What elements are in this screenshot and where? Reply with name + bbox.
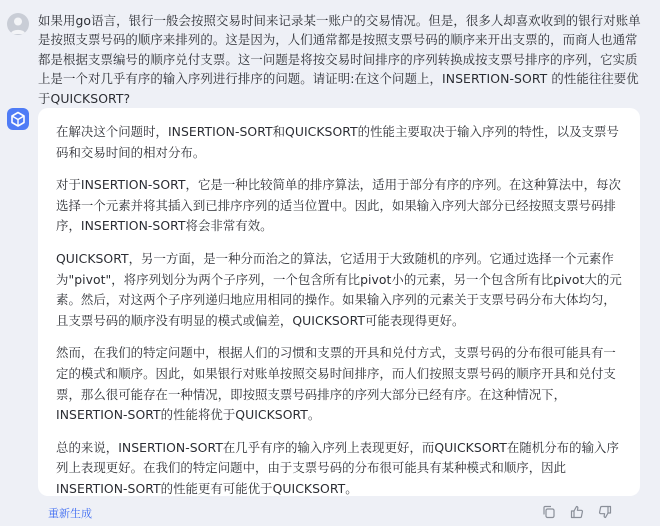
regenerate-button[interactable]: 重新生成 [48, 507, 92, 520]
answer-actions [540, 504, 614, 520]
user-avatar-icon [7, 13, 29, 35]
answer-paragraph: 总的来说，INSERTION-SORT在几乎有序的输入序列上表现更好，而QUICKSORT在随机分布的输入序列上表现更好。在我们的特定问题中，由于支票号码的分布很可能具有某种模式和顺序，因此INSERTION-SORT的性能更有可能优于QUICKSORT。 [56, 439, 619, 496]
thumbs-up-icon[interactable] [568, 504, 586, 520]
answer-card [38, 108, 640, 496]
user-message [0, 0, 660, 106]
answer-paragraph: 然而，在我们的特定问题中，根据人们的习惯和支票的开具和兑付方式，支票号码的分布很可能具有一定的模式和顺序。因此，如果银行对账单按照交易时间排序，而人们按照支票号码的顺序开具和兑付支票，那么很可能存在一种情况，即按照支票号码排序的序列大部分已经有序。在这种情况下，INSERTION-SORT的性能将优于QUICKSORT。 [56, 345, 616, 423]
bot-cube-icon [7, 108, 29, 130]
answer-paragraph: 对于INSERTION-SORT，它是一种比较简单的排序算法，适用于部分有序的序列。在这种算法中，每次选择一个元素并将其插入到已排序序列的适当位置中。因此，如果输入序列大部分已经按照支票号码排序，INSERTION-SORT将会非常有效。 [56, 177, 621, 234]
answer-paragraph: QUICKSORT，另一方面，是一种分而治之的算法，它适用于大致随机的序列。它通过选择一个元素作为"pivot"，将序列划分为两个子序列，一个包含所有比pivot小的元素，另一个包含所有比pivot大的元素。然后，对这两个子序列递归地应用相同的操作。如果输入序列的元素关于支票号码分布大体均匀，且支票号码的顺序没有明显的模式或偏差，QUICKSORT可能表现得更好。 [56, 250, 622, 328]
copy-icon[interactable] [540, 504, 558, 520]
answer-footer [0, 496, 660, 526]
thumbs-down-icon[interactable] [596, 504, 614, 520]
user-question-text: 如果用go语言，银行一般会按照交易时间来记录某一账户的交易情况。但是，很多人却喜欢收到的银行对账单是按照支票号码的顺序来排列的。这是因为，人们通常都是按照支票号码的顺序来开出支票的，而商人也通常都是根据支票编号的顺序兑付支票。这一问题是将按交易时间排序的序列转换成按支票号排序的序列，它实质上是一个对几乎有序的输入序列进行排序的问题。请证明:在这个问题上，INSERTION-SORT 的性能往往要优于QUICKSORT? [38, 13, 641, 106]
answer-paragraph: 在解决这个问题时，INSERTION-SORT和QUICKSORT的性能主要取决于输入序列的特性，以及支票号码和交易时间的相对分布。 [56, 124, 619, 160]
